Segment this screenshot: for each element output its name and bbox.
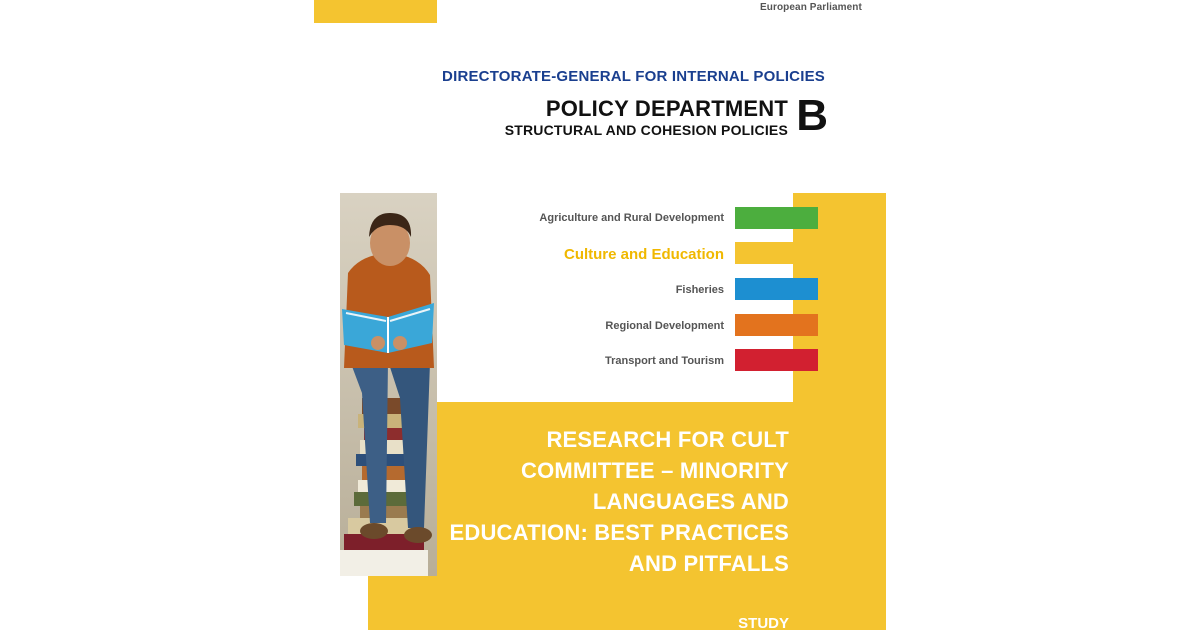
policy-department-block xyxy=(476,91,836,140)
study-title-line: COMMITTEE – MINORITY xyxy=(521,458,789,483)
study-type-label: STUDY xyxy=(738,615,789,632)
study-title-line: RESEARCH FOR CULT xyxy=(546,427,789,452)
topic-culture-label: Culture and Education xyxy=(563,246,724,263)
topic-culture-swatch xyxy=(735,242,818,264)
policy-area-subtitle: STRUCTURAL AND COHESION POLICIES xyxy=(504,122,788,138)
topic-fisheries-label: Fisheries xyxy=(675,284,724,296)
study-title xyxy=(389,424,789,579)
topic-regional-swatch xyxy=(735,314,818,336)
topic-regional-label: Regional Development xyxy=(605,320,724,332)
study-title-line: AND PITFALLS xyxy=(628,551,789,576)
study-title-line: EDUCATION: BEST PRACTICES xyxy=(449,520,789,545)
directorate-title: DIRECTORATE-GENERAL FOR INTERNAL POLICIES xyxy=(442,68,825,85)
topic-agriculture-label: Agriculture and Rural Development xyxy=(539,212,724,224)
topic-fisheries-swatch xyxy=(735,278,818,300)
department-letter: B xyxy=(796,91,828,140)
topic-transport-label: Transport and Tourism xyxy=(605,355,724,367)
top-yellow-bar xyxy=(314,0,437,23)
study-title-line: LANGUAGES AND xyxy=(592,489,789,514)
topic-transport-swatch xyxy=(735,349,818,371)
topic-agriculture-swatch xyxy=(735,207,818,229)
policy-department-title: POLICY DEPARTMENT xyxy=(545,96,788,121)
institution-label: European Parliament xyxy=(760,2,862,13)
